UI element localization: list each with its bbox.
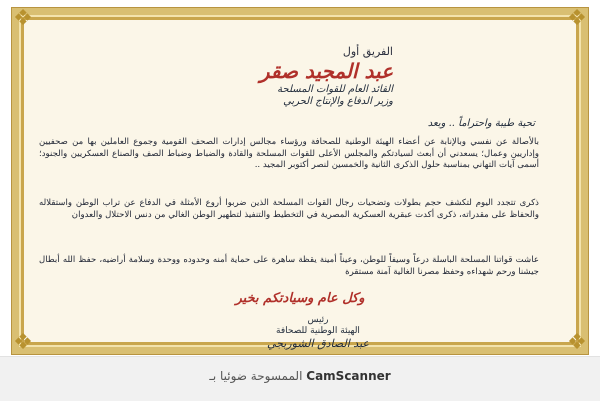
signature-block [223, 315, 413, 350]
paragraph-1: بالأصالة عن نفسي وبالإنابة عن أعضاء الهيئة الوطنية للصحافة ورؤساء مجالس إدارات الصحف القومية وجموع العاملين بها من صحفيين وإداريين وعمال؛ يسعدني أن أبعث لسيادتكم والمجلس الأعلى للقوات المسلحة والقادة والضباط وضباط الصف والصناع العسكريين والجنود؛ أسمى آيات التهاني بمناسبة حلول الذكرى الثانية والخمسين لنصر أكتوبر المجيد .. [39, 137, 539, 170]
footer-brand: CamScanner [306, 369, 391, 383]
signature-role: رئيس [307, 315, 329, 325]
ornament-corner-icon: ❖ [13, 330, 33, 355]
ornament-corner-icon: ❖ [13, 6, 33, 31]
greeting: تحية طيبة واحتراماً .. وبعد [427, 118, 535, 129]
scanned-letter [12, 8, 588, 354]
footer-watermark [0, 369, 600, 383]
addressee-rank: الفريق أول [342, 45, 393, 58]
closing-wish: وكل عام وسيادتكم بخير [235, 291, 365, 306]
footer-prefix: الممسوحة ضوئيا بـ [209, 369, 303, 383]
ornament-corner-icon: ❖ [567, 6, 587, 31]
signature-name: عبد الصادق الشوربجي [267, 337, 369, 350]
addressee-header [133, 45, 393, 107]
letter-body [39, 33, 543, 350]
addressee-name: عبد المجيد صقر [259, 59, 393, 83]
paragraph-2: ذكرى تتجدد اليوم لتكشف حجم بطولات وتضحيات رجال القوات المسلحة الذين ضربوا أروع الأمثلة في الدفاع عن تراب الوطن واستقلاله والحفاظ على مقدراته، ذكرى أكدت عبقرية العسكرية المصرية في التخطيط والتنفيذ لتطهير الوطن الغالي من دنس الاحتلال والعدوان [39, 198, 539, 220]
paragraph-3: عاشت قواتنا المسلحة الباسلة درعاً وسيفاً للوطن، وعيناً أمينة يقظة ساهرة على حماية أمنه وحدوده ووحدة وسلامة أراضيه، حفظ الله أبطال جيشنا ورحم شهداءه وحفظ مصرنا الغالية آمنة مستقرة [39, 255, 539, 277]
addressee-title-2: وزير الدفاع والإنتاج الحربي [283, 96, 393, 107]
signature-org: الهيئة الوطنية للصحافة [276, 326, 360, 336]
camscanner-footer [0, 356, 600, 401]
addressee-title-1: القائد العام للقوات المسلحة [277, 84, 393, 95]
ornament-corner-icon: ❖ [567, 330, 587, 355]
